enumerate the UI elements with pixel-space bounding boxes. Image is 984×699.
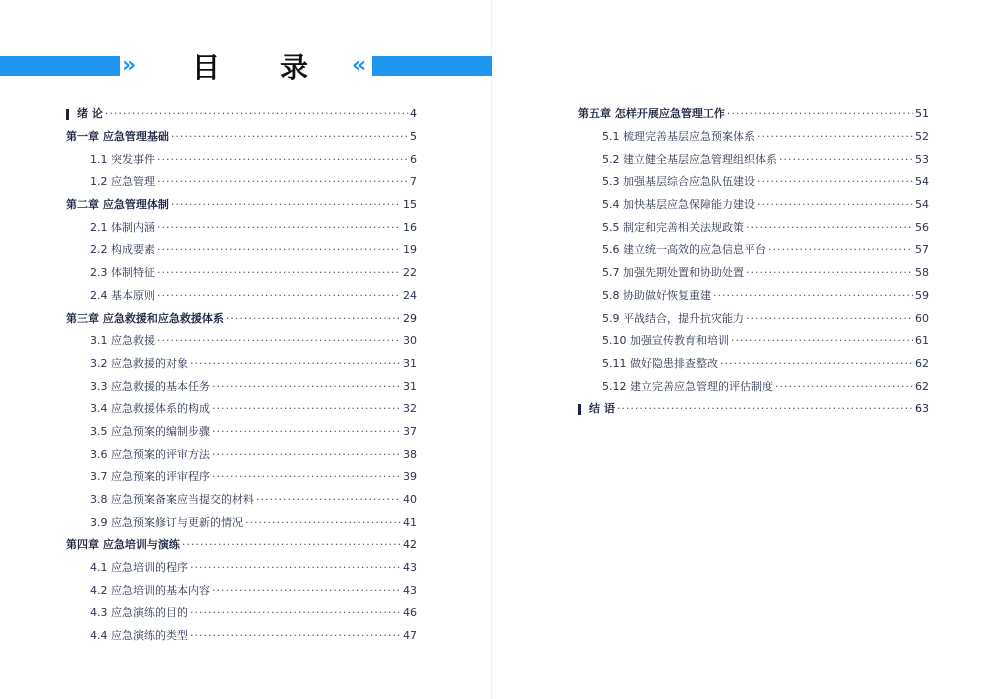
toc-entry-page: 43	[403, 561, 417, 575]
dot-leader	[212, 425, 401, 439]
toc-section-entry[interactable]	[66, 511, 417, 534]
title-char-2: 录	[279, 51, 308, 84]
toc-section-entry[interactable]	[66, 216, 417, 239]
toc-entry-label: 3.8 应急预案备案应当提交的材料	[90, 493, 254, 507]
toc-section-entry[interactable]	[66, 148, 417, 171]
toc-section-entry[interactable]	[66, 171, 417, 194]
toc-entry-label: 第三章 应急救援和应急救援体系	[66, 311, 224, 325]
dot-leader	[157, 153, 408, 167]
toc-entry-label: 第一章 应急管理基础	[66, 130, 169, 144]
toc-section-entry[interactable]	[66, 330, 417, 353]
toc-section-entry[interactable]	[578, 239, 929, 262]
dot-leader	[157, 334, 401, 348]
dot-leader	[212, 470, 401, 484]
toc-entry-label: 第二章 应急管理体制	[66, 198, 169, 212]
dot-leader	[779, 153, 913, 167]
toc-entry-label: 1.2 应急管理	[90, 175, 155, 189]
toc-entry-page: 53	[915, 152, 929, 166]
toc-entry-label: 2.3 体制特征	[90, 266, 155, 280]
toc-entry-page: 58	[915, 266, 929, 280]
page-gutter	[491, 0, 492, 699]
toc-entry-label: 5.7 加强先期处置和协助处置	[602, 266, 744, 280]
dot-leader	[746, 312, 913, 326]
dot-leader	[713, 289, 913, 303]
toc-entry-page: 42	[403, 538, 417, 552]
toc-entry-page: 5	[410, 130, 417, 144]
dot-leader	[720, 357, 913, 371]
toc-entry-page: 54	[915, 198, 929, 212]
toc-entry-page: 32	[403, 402, 417, 416]
toc-entry-page: 38	[403, 447, 417, 461]
dot-leader	[182, 538, 401, 552]
toc-entry-page: 39	[403, 470, 417, 484]
toc-entry-page: 61	[915, 334, 929, 348]
toc-column-right	[578, 103, 929, 421]
dot-leader	[171, 130, 408, 144]
dot-leader	[157, 289, 401, 303]
dot-leader	[226, 312, 401, 326]
toc-entry-label: 5.3 加强基层综合应急队伍建设	[602, 175, 755, 189]
dot-leader	[212, 402, 401, 416]
toc-entry-page: 24	[403, 288, 417, 302]
toc-chapter-entry[interactable]	[66, 307, 417, 330]
dot-leader	[757, 130, 913, 144]
toc-entry-page: 30	[403, 334, 417, 348]
toc-entry-page: 22	[403, 266, 417, 280]
toc-entry-label: 4.1 应急培训的程序	[90, 561, 188, 575]
toc-entry-label: 5.8 协助做好恢复重建	[602, 288, 711, 302]
dot-leader	[212, 448, 401, 462]
toc-entry-page: 29	[403, 311, 417, 325]
toc-entry-page: 4	[410, 107, 417, 121]
toc-section-entry[interactable]	[66, 466, 417, 489]
toc-entry-label: 5.6 建立统一高效的应急信息平台	[602, 243, 766, 257]
header-accent-bar-left	[0, 56, 120, 76]
toc-section-entry[interactable]	[578, 353, 929, 376]
toc-section-entry[interactable]	[578, 216, 929, 239]
toc-entry-page: 51	[915, 107, 929, 121]
toc-entry-label: 4.4 应急演练的类型	[90, 629, 188, 643]
toc-section-entry[interactable]	[66, 625, 417, 648]
toc-entry-page: 52	[915, 130, 929, 144]
header-accent-bar-right	[372, 56, 492, 76]
toc-chapter-entry[interactable]	[66, 103, 417, 126]
dot-leader	[157, 243, 401, 257]
heading-marker	[578, 404, 581, 415]
toc-entry-page: 19	[403, 243, 417, 257]
dot-leader	[190, 629, 401, 643]
double-chevron-right-icon: »	[122, 53, 137, 78]
dot-leader	[190, 561, 401, 575]
toc-section-entry[interactable]	[578, 307, 929, 330]
toc-entry-page: 43	[403, 583, 417, 597]
toc-section-entry[interactable]	[66, 262, 417, 285]
toc-entry-page: 54	[915, 175, 929, 189]
toc-section-entry[interactable]	[66, 443, 417, 466]
double-chevron-left-icon: «	[352, 53, 367, 78]
toc-section-entry[interactable]	[578, 262, 929, 285]
dot-leader	[768, 243, 913, 257]
toc-entry-label: 2.2 构成要素	[90, 243, 155, 257]
toc-entry-label: 3.7 应急预案的评审程序	[90, 470, 210, 484]
dot-leader	[171, 198, 401, 212]
toc-entry-page: 7	[410, 175, 417, 189]
toc-section-entry[interactable]	[66, 375, 417, 398]
toc-entry-label: 5.5 制定和完善相关法规政策	[602, 220, 744, 234]
toc-section-entry[interactable]	[578, 330, 929, 353]
toc-section-entry[interactable]	[578, 126, 929, 149]
toc-entry-page: 62	[915, 356, 929, 370]
toc-entry-label: 3.6 应急预案的评审方法	[90, 447, 210, 461]
title-char-1: 目	[192, 51, 221, 84]
toc-entry-label: 3.3 应急救援的基本任务	[90, 379, 210, 393]
dot-leader	[157, 221, 401, 235]
heading-marker	[66, 109, 69, 120]
toc-entry-label: 3.9 应急预案修订与更新的情况	[90, 515, 243, 529]
toc-entry-label: 第五章 怎样开展应急管理工作	[578, 107, 725, 121]
toc-section-entry[interactable]	[578, 194, 929, 217]
toc-section-entry[interactable]	[66, 421, 417, 444]
toc-section-entry[interactable]	[578, 148, 929, 171]
toc-entry-label: 5.12 建立完善应急管理的评估制度	[602, 379, 773, 393]
toc-entry-label: 1.1 突发事件	[90, 152, 155, 166]
toc-chapter-entry[interactable]	[578, 103, 929, 126]
dot-leader	[731, 334, 913, 348]
toc-section-entry[interactable]	[66, 602, 417, 625]
toc-entry-label: 2.4 基本原则	[90, 288, 155, 302]
toc-entry-label: 4.3 应急演练的目的	[90, 606, 188, 620]
toc-entry-page: 56	[915, 220, 929, 234]
dot-leader	[245, 516, 401, 530]
toc-entry-page: 15	[403, 198, 417, 212]
toc-entry-label: 第四章 应急培训与演练	[66, 538, 180, 552]
dot-leader	[256, 493, 401, 507]
dot-leader	[190, 357, 401, 371]
toc-entry-label: 结 语	[589, 402, 615, 416]
toc-chapter-entry[interactable]	[66, 126, 417, 149]
toc-chapter-entry[interactable]	[578, 398, 929, 421]
toc-section-entry[interactable]	[66, 489, 417, 512]
toc-entry-label: 2.1 体制内涵	[90, 220, 155, 234]
toc-entry-label: 5.1 梳理完善基层应急预案体系	[602, 130, 755, 144]
dot-leader	[157, 175, 408, 189]
toc-entry-label: 3.2 应急救援的对象	[90, 356, 188, 370]
dot-leader	[727, 107, 913, 121]
toc-entry-page: 37	[403, 424, 417, 438]
dot-leader	[757, 175, 913, 189]
dot-leader	[746, 221, 913, 235]
toc-section-entry[interactable]	[578, 375, 929, 398]
toc-entry-page: 59	[915, 288, 929, 302]
dot-leader	[105, 107, 408, 121]
toc-section-entry[interactable]	[578, 171, 929, 194]
toc-section-entry[interactable]	[578, 285, 929, 308]
dot-leader	[746, 266, 913, 280]
toc-entry-label: 3.5 应急预案的编制步骤	[90, 424, 210, 438]
toc-entry-label: 5.4 加快基层应急保障能力建设	[602, 198, 755, 212]
toc-entry-page: 63	[915, 402, 929, 416]
toc-chapter-entry[interactable]	[66, 194, 417, 217]
toc-entry-page: 57	[915, 243, 929, 257]
toc-entry-label: 5.10 加强宣传教育和培训	[602, 334, 729, 348]
dot-leader	[212, 380, 401, 394]
toc-section-entry[interactable]	[66, 398, 417, 421]
dot-leader	[157, 266, 401, 280]
dot-leader	[775, 380, 913, 394]
toc-entry-page: 16	[403, 220, 417, 234]
dot-leader	[190, 606, 401, 620]
toc-entry-page: 31	[403, 379, 417, 393]
toc-entry-page: 41	[403, 515, 417, 529]
toc-section-entry[interactable]	[66, 579, 417, 602]
dot-leader	[617, 402, 913, 416]
toc-column-left	[66, 103, 417, 648]
toc-entry-page: 31	[403, 356, 417, 370]
toc-entry-page: 46	[403, 606, 417, 620]
toc-entry-label: 5.9 平战结合，提升抗灾能力	[602, 311, 744, 325]
toc-entry-page: 47	[403, 629, 417, 643]
toc-entry-page: 60	[915, 311, 929, 325]
toc-entry-label: 绪 论	[77, 107, 103, 121]
dot-leader	[757, 198, 913, 212]
toc-entry-label: 3.1 应急救援	[90, 334, 155, 348]
toc-entry-label: 5.11 做好隐患排查整改	[602, 356, 718, 370]
toc-section-entry[interactable]	[66, 239, 417, 262]
toc-entry-page: 40	[403, 493, 417, 507]
toc-section-entry[interactable]	[66, 285, 417, 308]
toc-section-entry[interactable]	[66, 353, 417, 376]
dot-leader	[212, 584, 401, 598]
toc-entry-label: 3.4 应急救援体系的构成	[90, 402, 210, 416]
toc-section-entry[interactable]	[66, 557, 417, 580]
page-title	[150, 46, 350, 86]
toc-entry-label: 4.2 应急培训的基本内容	[90, 583, 210, 597]
toc-entry-label: 5.2 建立健全基层应急管理组织体系	[602, 152, 777, 166]
toc-entry-page: 62	[915, 379, 929, 393]
toc-entry-page: 6	[410, 152, 417, 166]
toc-chapter-entry[interactable]	[66, 534, 417, 557]
